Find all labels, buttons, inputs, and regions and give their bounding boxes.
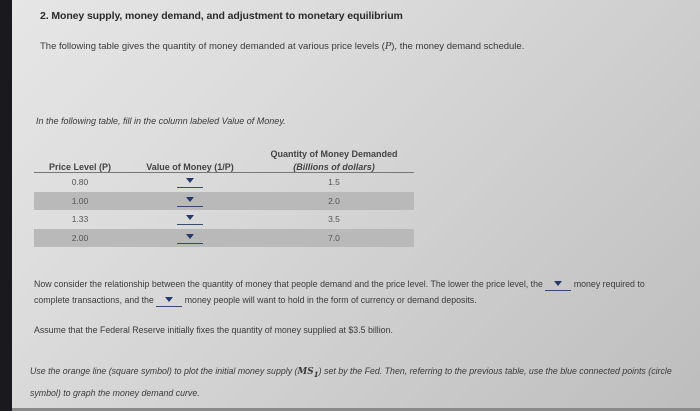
price-level-cell: 1.33 — [71, 214, 89, 225]
quantity-cell: 1.5 — [328, 177, 340, 188]
quantity-cell: 3.5 — [328, 214, 340, 225]
table-row — [34, 229, 414, 248]
value-of-money-dropdown[interactable] — [177, 195, 203, 207]
price-level-cell: 2.00 — [34, 229, 126, 248]
header-value-of-money: Value of Money (1/P) — [126, 140, 254, 173]
quantity-cell: 2.0 — [254, 192, 414, 211]
table-row — [34, 192, 414, 211]
question-title: 2. Money supply, money demand, and adjustment to monetary equilibrium — [40, 10, 403, 22]
relationship-dropdown-2[interactable] — [156, 295, 182, 307]
table-row — [34, 173, 414, 192]
plot-instruction: Use the orange line (square symbol) to plot the initial money supply $(MS_1)$ set by the Fed. Then, referring to the previous table, use the blue connected points (circle symbol) to graph the money demand curve. — [30, 366, 672, 398]
question-panel — [12, 0, 700, 411]
assumption-text: Assume that the Federal Reserve initially fixes the quantity of money supplied at $3.5 billion. — [34, 325, 393, 335]
value-of-money-dropdown[interactable] — [177, 232, 203, 244]
intro-text: The following table gives the quantity of money demanded at various price levels (P), the money demand schedule. — [40, 41, 525, 52]
header-quantity-demanded: Quantity of Money Demanded (Billions of dollars) — [254, 140, 414, 173]
quantity-cell: 7.0 — [254, 229, 414, 248]
table-instruction: In the following table, fill in the column labeled Value of Money. — [36, 116, 286, 126]
price-level-cell: 0.80 — [71, 177, 89, 188]
value-of-money-dropdown[interactable] — [177, 213, 203, 225]
value-of-money-dropdown[interactable] — [177, 176, 203, 188]
relationship-paragraph: Now consider the relationship between the quantity of money that people demand and the price level. The lower the price level, the money required to complete transactions, and the money people will want to hold in the form of currency or demand deposits. — [34, 279, 645, 305]
money-supply-symbol: $MS_1$ — [297, 367, 319, 379]
table-row — [34, 210, 414, 229]
money-demand-table — [34, 140, 414, 247]
header-price-level: Price Level (P) — [34, 140, 126, 173]
price-level-cell: 1.00 — [34, 192, 126, 211]
relationship-dropdown-1[interactable] — [545, 279, 571, 291]
